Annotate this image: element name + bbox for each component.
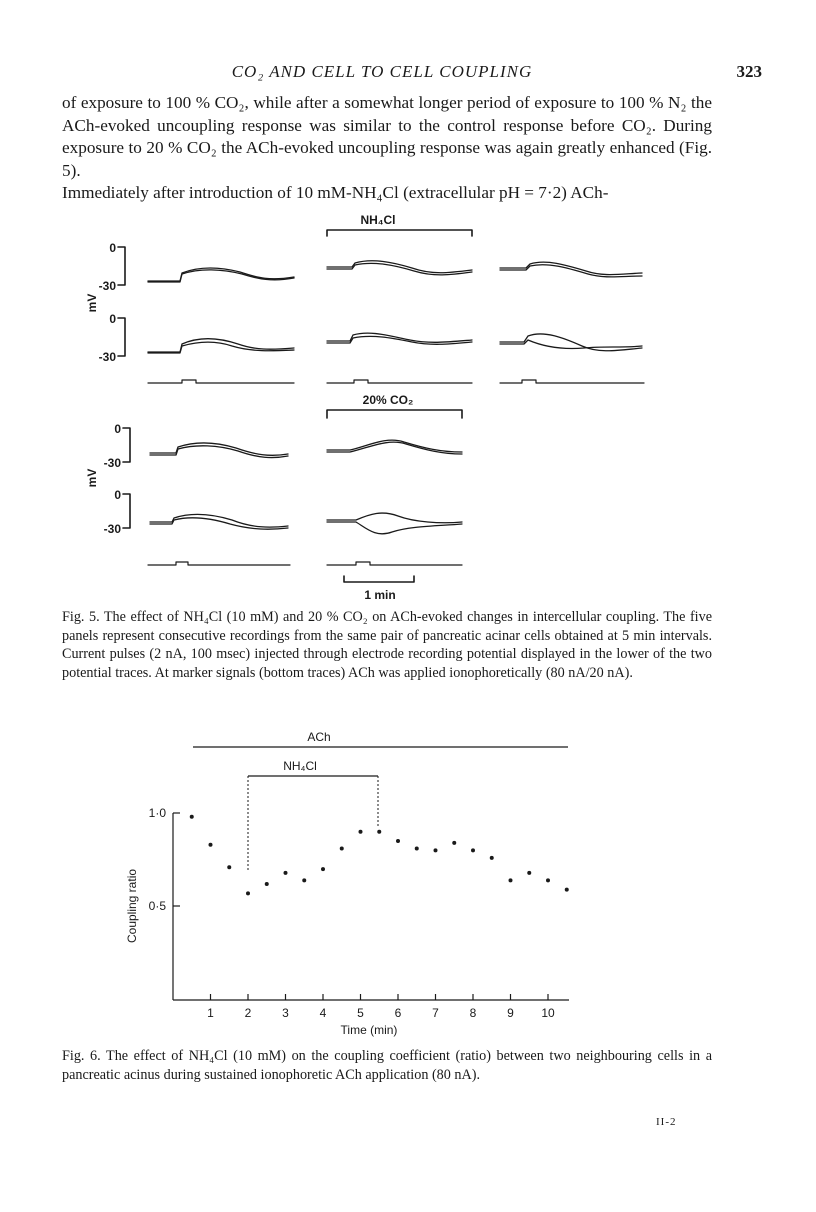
nh4cl-annotation-label: NH₄Cl xyxy=(283,759,317,773)
data-point xyxy=(527,871,531,875)
x-tick-label: 9 xyxy=(507,1006,514,1020)
data-point xyxy=(490,856,494,860)
data-point xyxy=(415,847,419,851)
x-tick-label: 10 xyxy=(541,1006,555,1020)
data-points xyxy=(190,815,569,896)
data-point xyxy=(377,830,381,834)
x-tick-label: 4 xyxy=(319,1006,327,1020)
data-point xyxy=(509,878,513,882)
scale-bar-label: 1 min xyxy=(364,588,396,602)
tick-zero: 0 xyxy=(114,488,121,502)
x-tick-label: 8 xyxy=(469,1006,477,1020)
figure-5-caption: Fig. 5. The effect of NH₄Cl (10 mM) and 20 % CO₂ on ACh-evoked changes in intercellular coupling. The five panels represent consecutive recordings from the same pair of pancreatic acinar cells obtained at 5 min intervals. Current pulses (2 nA, 100 msec) injected through electrode recording potential displayed in the lower of the two potential traces. At marker signals (bottom traces) ACh was applied ionophoretically (80 nA/20 nA). xyxy=(62,609,712,681)
scale-bar xyxy=(344,576,414,582)
data-point xyxy=(265,882,269,886)
x-axis-label: Time (min) xyxy=(340,1023,398,1037)
y-tick-label: 0·5 xyxy=(148,899,166,913)
x-tick-label: 7 xyxy=(432,1006,439,1020)
x-tick-label: 2 xyxy=(244,1006,252,1020)
tick-zero: 0 xyxy=(109,312,116,326)
y-scale-bracket xyxy=(123,428,130,462)
data-point xyxy=(434,848,438,852)
y-scale-bracket xyxy=(123,494,130,528)
y-axis-unit: mV xyxy=(85,293,99,313)
y-axis-unit: mV xyxy=(85,468,99,488)
data-point xyxy=(340,847,344,851)
tick-minus30: -30 xyxy=(103,522,121,536)
trace-group xyxy=(150,440,462,457)
tick-zero: 0 xyxy=(109,241,116,255)
co2-bracket xyxy=(327,410,462,418)
y-scale-bracket xyxy=(118,247,125,285)
data-point xyxy=(471,848,475,852)
data-point xyxy=(227,865,231,869)
data-point xyxy=(246,891,250,895)
data-point xyxy=(359,830,363,834)
trace-group xyxy=(150,513,462,534)
trace-group xyxy=(148,333,642,353)
x-tick-label: 3 xyxy=(282,1006,289,1020)
tick-minus30: -30 xyxy=(103,456,121,470)
paragraph: of exposure to 100 % CO₂, while after a somewhat longer period of exposure to 100 % N₂ the ACh-evoked uncoupling response was similar to the control response before CO₂. During exposure to 20 % CO₂ the ACh-evoked uncoupling response was again greatly enhanced (Fig. 5). xyxy=(62,93,712,180)
co2-label: 20% CO₂ xyxy=(362,393,414,407)
y-axis-label: Coupling ratio xyxy=(125,868,139,944)
tick-minus30: -30 xyxy=(98,279,116,293)
marker-trace xyxy=(148,562,462,565)
y-tick-label: 1·0 xyxy=(148,806,166,820)
data-point xyxy=(209,843,213,847)
nh4cl-bracket xyxy=(327,230,472,236)
paragraph: Immediately after introduction of 10 mM-NH₄Cl (extracellular pH = 7·2) ACh- xyxy=(62,183,609,202)
running-title: CO₂ AND CELL TO CELL COUPLING xyxy=(231,62,533,81)
x-ticks xyxy=(207,994,555,1020)
data-point xyxy=(321,867,325,871)
tick-minus30: -30 xyxy=(98,350,116,364)
data-point xyxy=(452,841,456,845)
x-tick-label: 1 xyxy=(207,1006,214,1020)
data-point xyxy=(565,888,569,892)
data-point xyxy=(302,878,306,882)
marker-trace xyxy=(148,380,644,383)
signature-mark: II-2 xyxy=(656,1116,677,1128)
x-tick-label: 5 xyxy=(357,1006,364,1020)
data-point xyxy=(546,878,550,882)
nh4cl-label: NH₄Cl xyxy=(360,213,396,227)
data-point xyxy=(284,871,288,875)
data-point xyxy=(396,839,400,843)
page-number: 323 xyxy=(736,62,762,81)
ach-annotation-label: ACh xyxy=(307,730,331,744)
y-scale-bracket xyxy=(118,318,125,356)
x-tick-label: 6 xyxy=(394,1006,402,1020)
trace-group xyxy=(148,261,642,282)
figure-6-caption: Fig. 6. The effect of NH₄Cl (10 mM) on the coupling coefficient (ratio) between two neighbouring cells in a pancreatic acinus during sustained ionophoretic ACh application (80 nA). xyxy=(62,1048,712,1083)
data-point xyxy=(190,815,194,819)
tick-zero: 0 xyxy=(114,422,121,436)
